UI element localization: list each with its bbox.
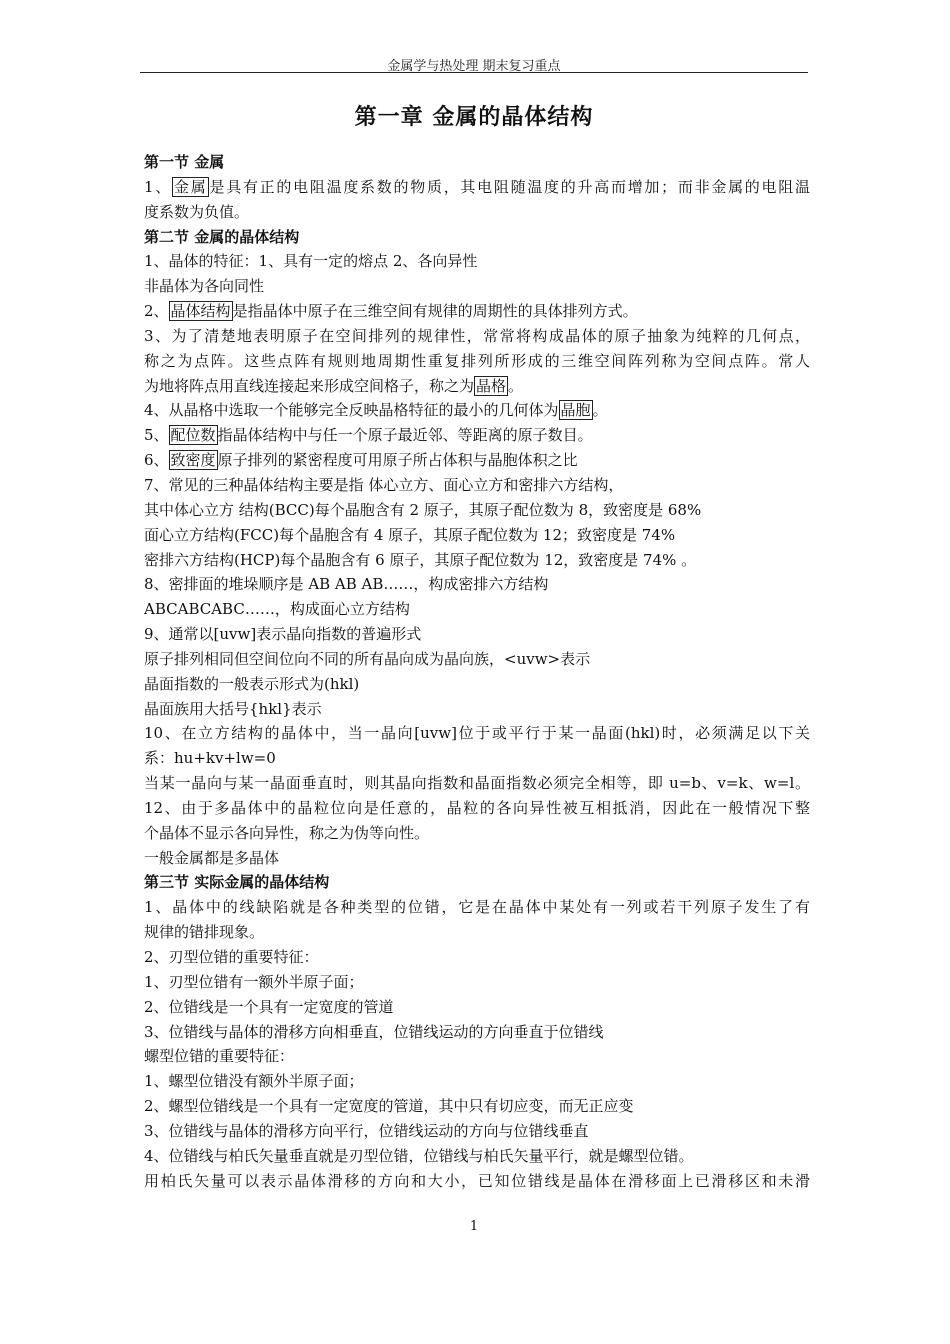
text-line: 度系数为负值。: [144, 202, 250, 221]
section-heading: 第二节 金属的晶体结构: [144, 227, 300, 246]
boxed-term: 致密度: [170, 451, 216, 470]
text-line: 称之为点阵。这些点阵有规则地周期性重复排列所形成的三维空间阵列称为空间点阵。常人: [144, 351, 810, 370]
text-line: 2、螺型位错线是一个具有一定宽度的管道，其中只有切应变，而无正应变: [144, 1097, 634, 1116]
text-segment: 。: [508, 376, 524, 395]
text-line: 3、为了清楚地表明原子在空间排列的规律性，常常将构成晶体的原子抽象为纯粹的几何点，: [144, 326, 810, 345]
text-line: 原子排列相同但空间位向不同的所有晶向成为晶向族，<uvw>表示: [144, 649, 591, 668]
text-line: 1、螺型位错没有额外半原子面；: [144, 1072, 364, 1091]
text-line: [144, 423, 810, 448]
text-line: 2、位错线是一个具有一定宽度的管道: [144, 997, 394, 1016]
text-segment: 指晶体结构中与任一个原子最近邻、等距离的原子数目。: [217, 426, 593, 445]
page-header: 金属学与热处理 期末复习重点: [387, 59, 561, 74]
text-segment: 原子排列的紧密程度可用原子所占体积与晶胞体积之比: [217, 451, 578, 470]
boxed-term: 配位数: [170, 426, 216, 445]
text-line: 1、晶体中的线缺陷就是各种类型的位错，它是在晶体中某处有一列或若干列原子发生了有: [144, 898, 810, 917]
text-line: 非晶体为各向同性: [144, 277, 265, 296]
text-line: 10、在立方结构的晶体中，当一晶向[uvw]位于或平行于某一晶面(hkl)时，必须满足以下关: [144, 724, 810, 743]
text-segment: 为地将阵点用直线连接起来形成空间格子，称之为: [144, 376, 475, 395]
chapter-title: 第一章 金属的晶体结构: [354, 104, 594, 130]
text-line: 3、位错线与晶体的滑移方向相垂直，位错线运动的方向垂直于位错线: [144, 1022, 604, 1041]
text-line: 3、位错线与晶体的滑移方向平行，位错线运动的方向与位错线垂直: [144, 1121, 589, 1140]
text-line: 晶面族用大括号{hkl}表示: [144, 699, 322, 718]
text-line: 9、通常以[uvw]表示晶向指数的普遍形式: [144, 625, 422, 644]
boxed-term: 晶体结构: [170, 302, 231, 321]
text-segment: 是具有正的电阻温度系数的物质，其电阻随温度的升高而增加；而非金属的电阻温: [209, 177, 810, 196]
text-line: 密排六方结构(HCP)每个晶胞含有 6 原子，其原子配位数为 12，致密度是 74% 。: [144, 550, 697, 569]
section-heading: 第三节 实际金属的晶体结构: [144, 873, 330, 892]
text-line: 晶面指数的一般表示形式为(hkl): [144, 674, 360, 693]
page-number: 1: [469, 1219, 479, 1234]
text-line: [144, 299, 810, 324]
text-segment: 6、: [144, 451, 169, 470]
text-segment: 4、从晶格中选取一个能够完全反映晶格特征的最小的几何体为: [144, 401, 559, 420]
text-line: [144, 398, 810, 423]
text-line: 4、位错线与柏氏矢量垂直就是刃型位错，位错线与柏氏矢量平行，就是螺型位错。: [144, 1146, 694, 1165]
text-line: 螺型位错的重要特征：: [144, 1047, 295, 1066]
text-segment: 5、: [144, 426, 169, 445]
text-line: 面心立方结构(FCC)每个晶胞含有 4 原子，其原子配位数为 12；致密度是 74%: [144, 525, 676, 544]
text-line: [144, 175, 810, 200]
header-rule: [140, 72, 808, 73]
text-line: 规律的错排现象。: [144, 923, 265, 942]
boxed-term: 晶格: [476, 376, 507, 395]
text-line: 1、刃型位错有一额外半原子面；: [144, 972, 364, 991]
boxed-term: 晶胞: [560, 401, 591, 420]
text-line: 1、晶体的特征：1、具有一定的熔点 2、各向异性: [144, 252, 478, 271]
text-line: [144, 448, 810, 473]
text-line: 2、刃型位错的重要特征：: [144, 948, 319, 966]
text-segment: 1、: [144, 177, 173, 196]
text-line: 系：hu+kv+lw=0: [144, 749, 276, 768]
text-line: 7、常见的三种晶体结构主要是指 体心立方、面心立方和密排六方结构，: [144, 475, 624, 494]
body-text: [144, 150, 810, 1193]
text-line: 个晶体不显示各向异性，称之为伪等向性。: [144, 823, 430, 842]
text-line: 12、由于多晶体中的晶粒位向是任意的，晶粒的各向异性被互相抵消，因此在一般情况下整: [144, 798, 810, 817]
text-line: [144, 374, 810, 399]
text-line: 用柏氏矢量可以表示晶体滑移的方向和大小，已知位错线是晶体在滑移面上已滑移区和未滑: [144, 1171, 810, 1190]
section-heading: 第一节 金属: [144, 153, 225, 171]
text-line: 一般金属都是多晶体: [144, 848, 280, 867]
text-line: 当某一晶向与某一晶面垂直时，则其晶向指数和晶面指数必须完全相等，即 u=b、v=k、w=l。: [144, 774, 810, 793]
text-segment: 2、: [144, 302, 169, 321]
text-line: 其中体心立方 结构(BCC)每个晶胞含有 2 原子，其原子配位数为 8，致密度是 68%: [144, 500, 702, 519]
text-segment: 。: [592, 401, 608, 420]
text-line: ABCABCABC……，构成面心立方结构: [144, 600, 410, 619]
boxed-term: 金属: [174, 177, 208, 196]
text-line: 8、密排面的堆垛顺序是 AB AB AB……，构成密排六方结构: [144, 575, 549, 594]
text-segment: 是指晶体中原子在三维空间有规律的周期性的具体排列方式。: [232, 302, 638, 321]
